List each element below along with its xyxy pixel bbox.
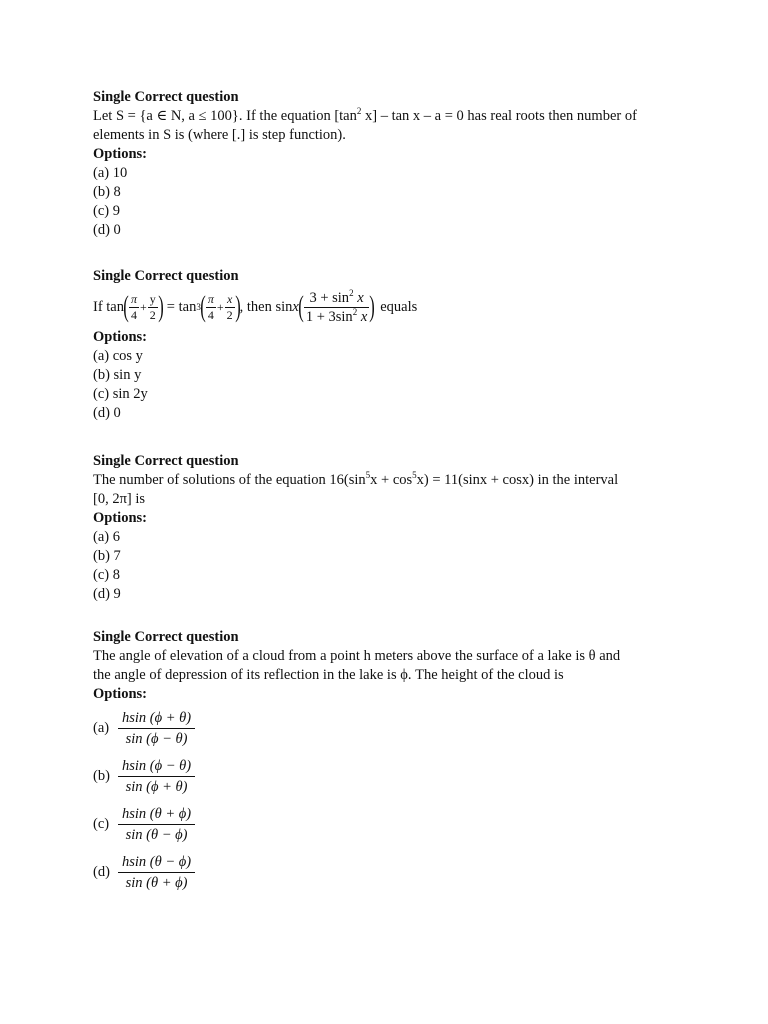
question-1 — [93, 88, 680, 240]
stem-text: If tan — [93, 298, 124, 315]
options-label: Options: — [93, 329, 147, 345]
option-label: (a) — [93, 719, 110, 736]
option-b — [93, 752, 680, 800]
question-3 — [93, 452, 680, 604]
option-c — [93, 800, 680, 848]
stem-text: , then sin — [239, 298, 293, 315]
option-label: (d) — [93, 863, 110, 880]
option-a: (a) 10 — [93, 165, 128, 181]
fraction-y-over-2: $\frac{y}{2}$ — [149, 291, 156, 322]
options-label: Options: — [93, 510, 147, 526]
plus-sign: + — [140, 299, 147, 314]
question-header: Single Correct question — [93, 89, 239, 105]
math-equation: If tan ( $\frac{\pi}{4}$ + $\frac{y}{2}$ ) = tan 3 ( $\frac{\pi}{4}$ + $\frac{x}{2}$ ) , then sin x ( $\frac{3 + \sin^2 x}{1 + 3\sin^2 x}$ ) equals — [93, 287, 418, 325]
option-fraction: $\frac{hsin (\theta + \phi)}{\sin (\theta - \phi)}$ — [118, 804, 195, 845]
question-stem-line — [93, 107, 680, 126]
option-c: (c) 9 — [93, 203, 120, 219]
option-a — [93, 704, 680, 752]
option-d — [93, 848, 680, 896]
stem-text: x — [292, 298, 299, 315]
fraction-pi-over-4: $\frac{\pi}{4}$ — [131, 291, 138, 322]
question-2 — [93, 267, 680, 423]
plus-sign: + — [216, 299, 224, 314]
question-stem-line: [0, 2π] is — [93, 491, 146, 507]
question-stem-line: The angle of elevation of a cloud from a point h meters above the surface of a lake is θ and — [93, 648, 621, 664]
fraction-pi-over-4: $\frac{\pi}{4}$ — [207, 291, 214, 322]
option-a: (a) 6 — [93, 529, 120, 545]
option-label: (b) — [93, 767, 110, 784]
option-label: (c) — [93, 815, 110, 832]
stem-text: equals — [380, 298, 418, 315]
option-c: (c) sin 2y — [93, 386, 148, 402]
option-d: (d) 0 — [93, 222, 121, 238]
question-stem-line: The number of solutions of the equation $16(\sin^5x + \cos^5x) = 11(\sin x + \cos x)$ in the interval — [93, 470, 619, 488]
left-paren: ( — [123, 290, 129, 323]
option-d: (d) 0 — [93, 405, 121, 421]
option-a: (a) cos y — [93, 348, 143, 364]
option-c: (c) 8 — [93, 567, 120, 583]
option-fraction: $\frac{hsin (\phi + \theta)}{\sin (\phi - \theta)}$ — [118, 708, 195, 749]
options-label: Options: — [93, 146, 147, 162]
fraction-x-over-2: $\frac{x}{2}$ — [226, 291, 233, 322]
option-b: (b) 7 — [93, 548, 121, 564]
right-paren: ) — [234, 290, 241, 323]
option-d: (d) 9 — [93, 586, 121, 602]
question-header: Single Correct question — [93, 453, 239, 469]
superscript: 5 — [412, 470, 417, 480]
option-fraction: $\frac{hsin (\theta - \phi)}{\sin (\theta + \phi)}$ — [118, 852, 195, 893]
option-fraction: $\frac{hsin (\phi - \theta)}{\sin (\phi + \theta)}$ — [118, 756, 195, 797]
option-b: (b) sin y — [93, 367, 142, 383]
question-4 — [93, 628, 680, 896]
question-header: Single Correct question — [93, 268, 239, 284]
stem-text: Let S = {a ∈ N, a ≤ 100}. If the equation [tan — [93, 108, 357, 124]
stem-text: = tan — [166, 298, 197, 315]
question-stem-line: the angle of depression of its reflection in the lake is ϕ. The height of the cloud is — [93, 667, 564, 683]
option-b: (b) 8 — [93, 184, 121, 200]
stem-text: x] – tan x – a = 0 has real roots then number of — [361, 108, 637, 124]
left-paren: ( — [298, 290, 304, 323]
right-paren: ) — [369, 290, 375, 323]
superscript: 5 — [365, 470, 371, 480]
options-label: Options: — [93, 686, 147, 702]
fraction-sin-ratio: $\frac{3 + \sin^2 x}{1 + 3\sin^2 x}$ — [305, 287, 368, 325]
superscript: 2 — [356, 106, 362, 116]
left-paren: ( — [200, 290, 206, 323]
right-paren: ) — [158, 290, 164, 323]
question-header: Single Correct question — [93, 629, 239, 645]
question-stem-line: elements in S is (where [.] is step function). — [93, 127, 346, 143]
